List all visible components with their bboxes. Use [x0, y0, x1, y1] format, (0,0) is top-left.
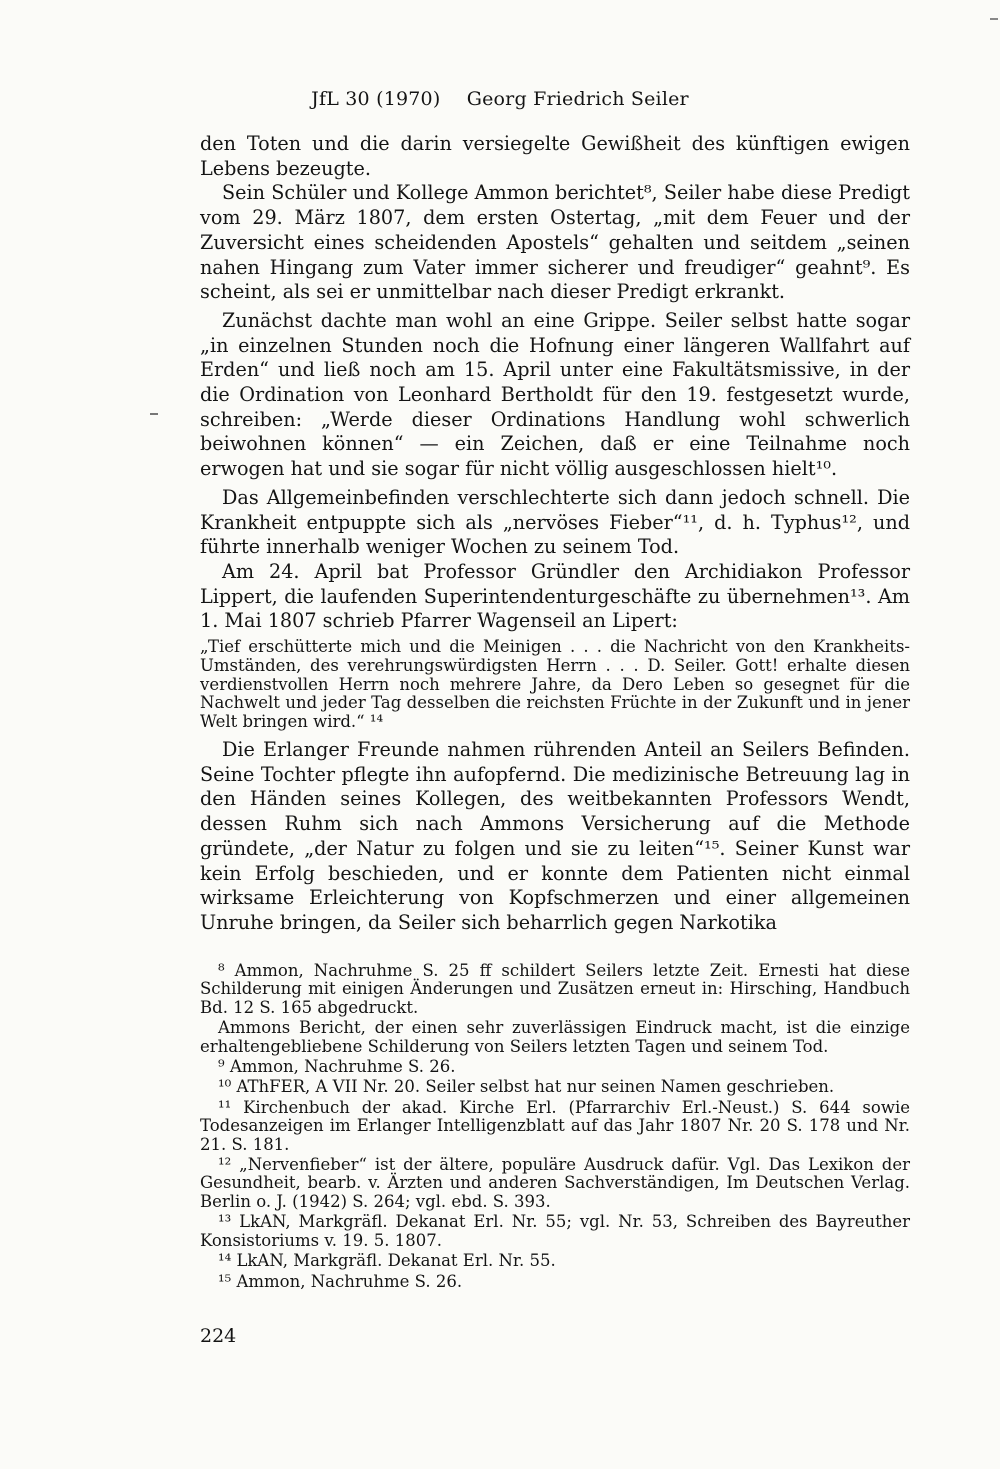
main-text [200, 132, 910, 936]
footnote: ¹³ LkAN, Markgräfl. Dekanat Erl. Nr. 55; vgl. Nr. 53, Schreiben des Bayreuther Konsistoriums v. 19. 5. 1807. [200, 1212, 910, 1250]
margin-mark [150, 413, 158, 415]
page-number: 224 [200, 1325, 237, 1347]
footnote: ¹¹ Kirchenbuch der akad. Kirche Erl. (Pfarrarchiv Erl.-Neust.) S. 644 sowie Todesanzeigen im Erlanger Intelligenzblatt auf das Jahr 1807 Nr. 20 S. 178 und Nr. 21. S. 181. [200, 1097, 910, 1154]
footnote: ¹² „Nervenfieber“ ist der ältere, populäre Ausdruck dafür. Vgl. Das Lexikon der Gesundheit, bearb. v. Ärzten und anderen Sachverständigen, Im Deutschen Verlag. Berlin o. J. (1942) S. 264; vgl. ebd. S. 393. [200, 1155, 910, 1211]
footnote: ⁸ Ammon, Nachruhme S. 25 ff schildert Seilers letzte Zeit. Ernesti hat diese Schilderung mit einigen Änderungen und Zusätzen erneut in: Hirsching, Handbuch Bd. 12 S. 165 abgedruckt. [200, 961, 910, 1017]
footnotes [200, 962, 910, 1293]
header-author: Georg Friedrich Seiler [466, 88, 689, 110]
paragraph: Am 24. April bat Professor Gründler den Archidiakon Professor Lippert, die laufenden Superintendenturgeschäfte zu übernehmen¹³. Am 1. Mai 1807 schrieb Pfarrer Wagenseil an Lipert: [200, 559, 910, 633]
paragraph: Die Erlanger Freunde nahmen rührenden Anteil an Seilers Befinden. Seine Tochter pflegte ihn aufopfernd. Die medizinische Betreuung lag in den Händen seines Kollegen, des weitbekannten Professors Wendt, dessen Ruhm sich nach Ammons Versicherung auf die Methode gründete, „der Natur zu folgen und sie zu leiten“¹⁵. Seiner Kunst war kein Erfolg beschieden, und er konnte dem Patienten nicht einmal wirksame Erleichterung von Kopfschmerzen und einer allgemeinen Unruhe bringen, da Seiler sich beharrlich gegen Narkotika [200, 738, 910, 934]
footnote: ¹⁰ AThFER, A VII Nr. 20. Seiler selbst hat nur seinen Namen geschrieben. [218, 1077, 835, 1097]
paragraph: Zunächst dachte man wohl an eine Grippe. Seiler selbst hatte sogar „in einzelnen Stunden noch die Hofnung einer längeren Wallfahrt auf Erden“ und ließ noch am 15. April unter eine Fakultätsmissive, in der die Ordination von Leonhard Bertholdt für den 19. festgesetzt wurde, schreiben: „Werde dieser Ordinations Handlung wohl schwerlich beiwohnen können“ — ein Zeichen, daß er eine Teilnahme noch erwogen hat und sie sogar für nicht völlig ausgeschlossen hielt¹⁰. [200, 308, 910, 481]
paragraph: den Toten und die darin versiegelte Gewißheit des künftigen ewigen Lebens bezeugte. [200, 132, 910, 180]
footnote: ¹⁵ Ammon, Nachruhme S. 26. [218, 1271, 463, 1291]
footnote: ⁹ Ammon, Nachruhme S. 26. [218, 1057, 456, 1077]
paragraph: Das Allgemeinbefinden verschlechterte sich dann jedoch schnell. Die Krankheit entpuppte sich als „nervöses Fieber“¹¹, d. h. Typhus¹², und führte innerhalb weniger Wochen zu seinem Tod. [200, 485, 910, 559]
footnote: ¹⁴ LkAN, Markgräfl. Dekanat Erl. Nr. 55. [218, 1251, 556, 1271]
footnote: Ammons Bericht, der einen sehr zuverlässigen Eindruck macht, ist die einzige erhaltengebliebene Schilderung von Seilers letzten Tagen und seinem Tod. [200, 1018, 910, 1056]
paragraph: Sein Schüler und Kollege Ammon berichtet⁸, Seiler habe diese Predigt vom 29. März 1807, dem ersten Ostertag, „mit dem Feuer und der Zuversicht eines scheidenden Apostels“ gehalten und seitdem „seinen nahen Hingang zum Vater immer sicherer und freudiger“ geahnt⁹. Es scheint, als sei er unmittelbar nach dieser Predigt erkrankt. [200, 181, 910, 304]
running-header [200, 88, 800, 110]
block-quote: „Tief erschütterte mich und die Meinigen . . . die Nachricht von den Krankheits-Umständen, des verehrungswürdigsten Herrn . . . D. Seiler. Gott! erhalte diesen verdienstvollen Herrn noch mehrere Jahre, da Dero Leben so gesegnet für die Nachwelt und jeder Tag desselben die reichsten Früchte in der Zukunft und in jener Welt bringen wird.“ ¹⁴ [200, 637, 910, 732]
journal-reference: JfL 30 (1970) [311, 88, 441, 110]
scan-mark [990, 18, 998, 20]
